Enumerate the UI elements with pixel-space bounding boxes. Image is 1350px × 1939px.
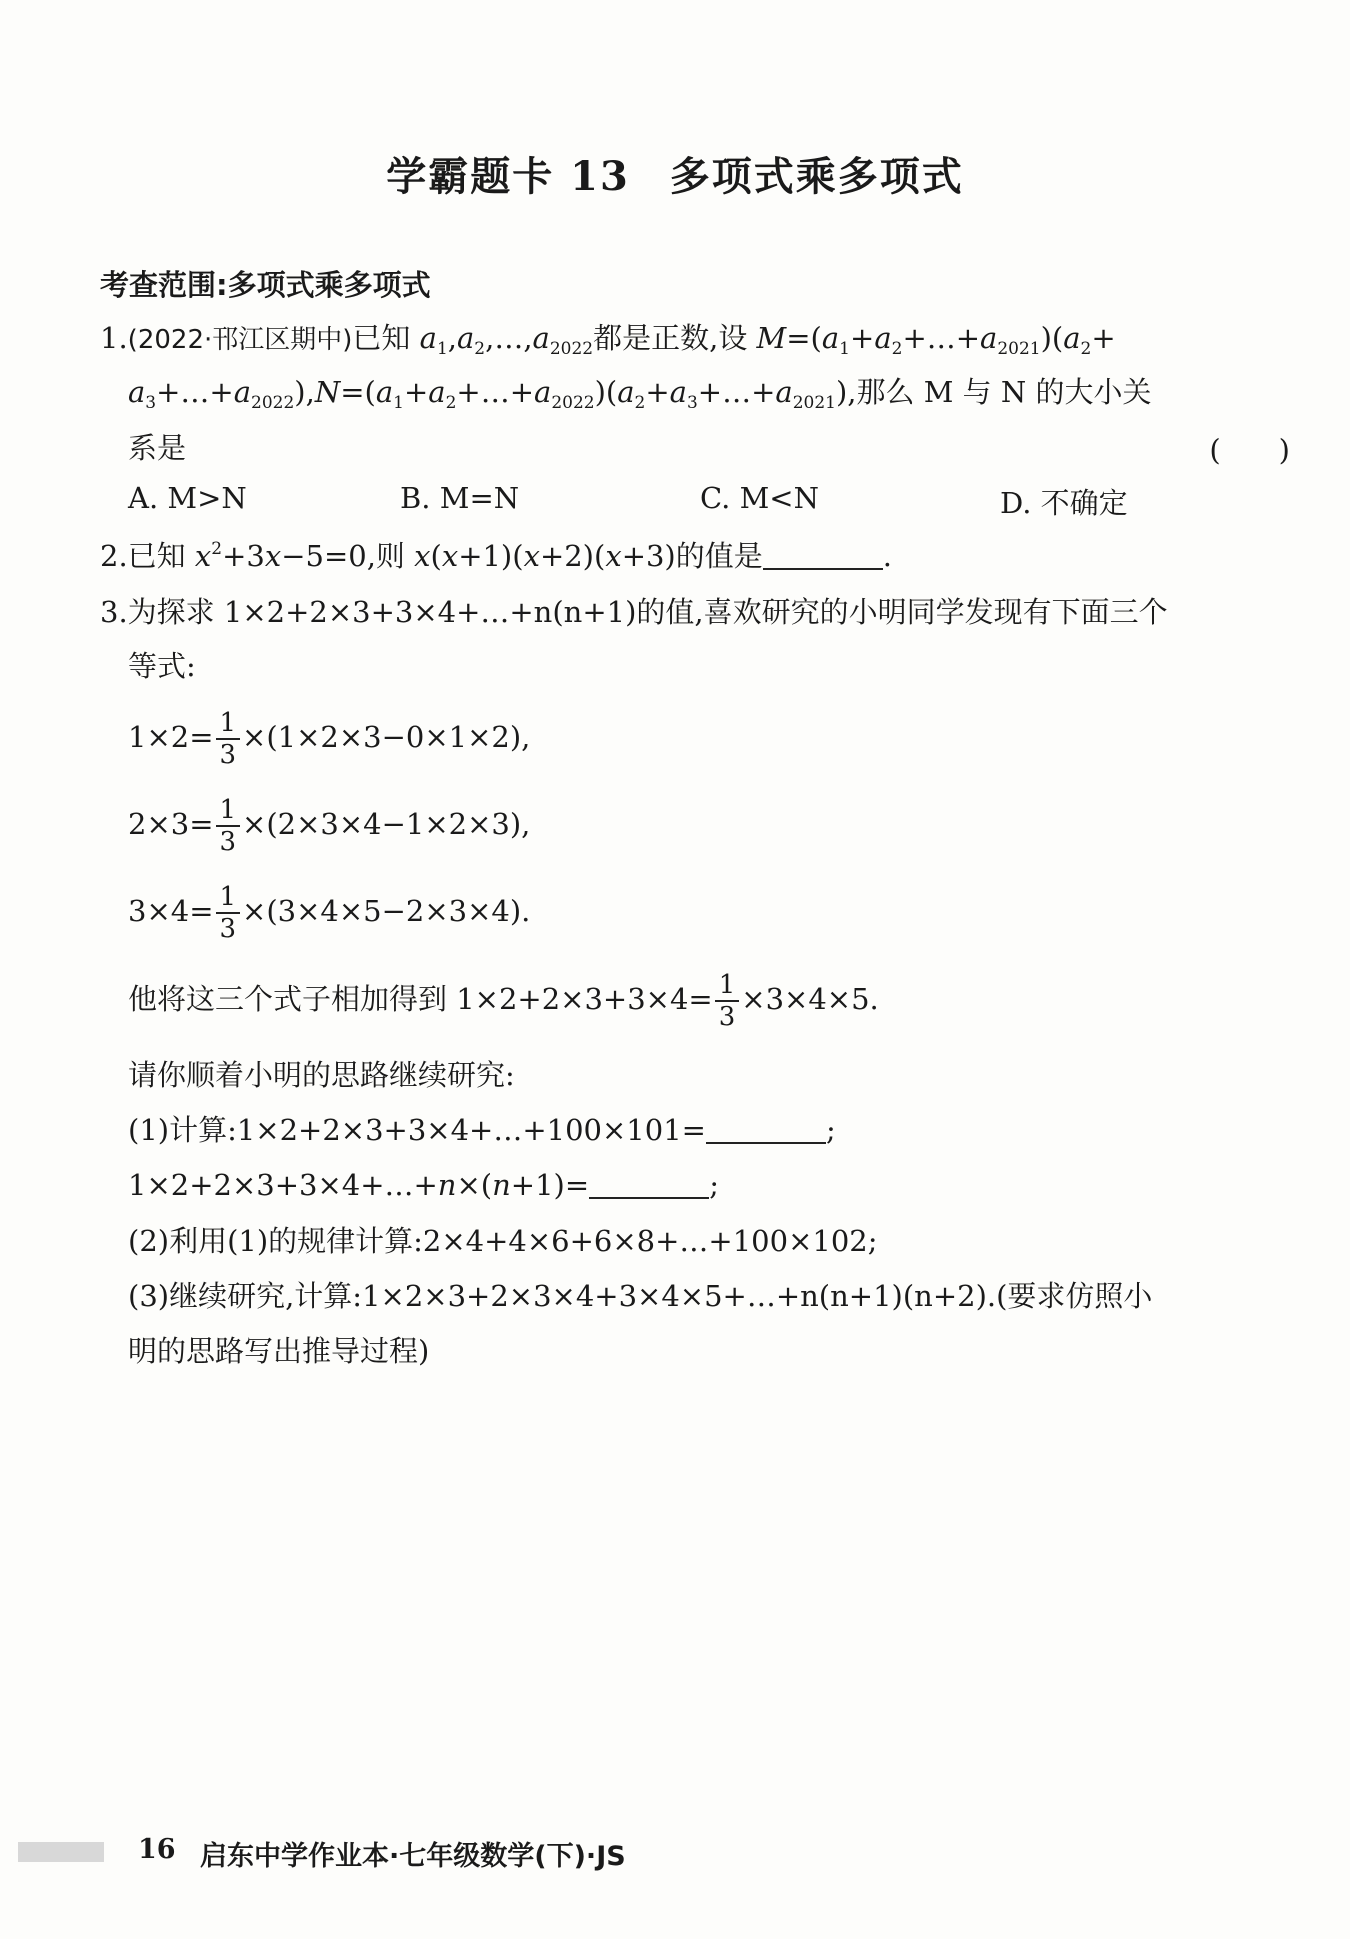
q2-answer-blank[interactable] [763,540,883,570]
fraction-one-third [216,795,241,857]
page-number: 16 [138,1834,176,1865]
p1b-answer-blank[interactable] [589,1169,709,1199]
q3-sum-line [128,970,879,1032]
frac-num: 1 [216,708,241,740]
sum-left: 他将这三个式子相加得到 1×2+2×3+3×4= [128,982,713,1016]
page-title [0,145,1350,202]
title-topic: 多项式乘多项式 [669,153,964,200]
q1-line-2: $a_3+\dots+a_{2022}),N=(a_1+a_2+\dots+a_{2022})(a_2+a_3+\dots+a_{2021})$,那么 M 与 N 的大小关 [128,375,1152,413]
q2-mid: ,则 [366,539,405,573]
frac-num: 1 [216,795,241,827]
frac-den: 3 [219,827,237,857]
eq2-left: 2×3= [128,807,214,841]
q3-part-3b: 明的思路写出推导过程) [128,1334,430,1368]
q3-ask: 请你顺着小明的思路继续研究: [128,1058,515,1092]
eq1-left: 1×2= [128,720,214,754]
q2-line: 2.已知 $x^2+3x-5=0$,则 x(x+1)(x+2)(x+3)的值是 . [100,539,892,573]
book-title: 启东中学作业本·七年级数学(下)·JS [200,1841,626,1872]
q3-equation-1 [128,708,530,770]
q3-part-2: (2)利用(1)的规律计算:2×4+4×6+6×8+…+100×102; [128,1224,878,1258]
fraction-one-third [216,882,241,944]
q1-source: (2022·邗江区期中) [127,325,353,355]
q3-equation-2 [128,795,530,857]
p1a-answer-blank[interactable] [706,1114,826,1144]
q3-intro-2: 等式: [128,649,196,683]
q3-part-1b: 1×2+2×3+3×4+…+n×(n+1)= ; [128,1168,719,1202]
q1-relation: 那么 M 与 N 的大小关 [856,375,1152,409]
eq2-right: ×(2×3×4−1×2×3), [242,807,531,841]
page-footer [0,1832,1350,1872]
frac-num: 1 [715,970,740,1002]
q2-pre: 已知 [127,539,186,573]
q1-number: 1. [100,321,128,355]
p1a-text: (1)计算:1×2+2×3+3×4+…+100×101= [128,1113,706,1147]
q2-end: . [882,539,892,573]
footer-decor-bar [18,1842,104,1862]
q1-text-a: 已知 [352,321,411,355]
q1-option-a[interactable]: A. M>N [128,481,247,515]
p1b-pre: 1×2+2×3+3×4+…+ [128,1168,438,1202]
q1-option-c[interactable]: C. M<N [700,481,819,515]
q2-post: 的值是 [675,539,763,573]
eq1-right: ×(1×2×3−0×1×2), [242,720,531,754]
frac-den: 3 [718,1002,736,1032]
q1-answer-bracket[interactable]: ( ) [1209,433,1290,467]
sum-right: ×3×4×5. [741,982,879,1016]
q2-number: 2. [100,539,128,573]
frac-den: 3 [219,740,237,770]
q1-line-1: 1.(2022·邗江区期中)已知 $a_1,a_2,\dots,a_{2022}$都是正数,设 $M=(a_1+a_2+\dots+a_{2021})(a_2+$ [100,321,1116,359]
q3-part-1a: (1)计算:1×2+2×3+3×4+…+100×101= ; [128,1113,836,1147]
q1-text-b: 都是正数,设 [593,321,748,355]
q1-option-b[interactable]: B. M=N [400,481,520,515]
q3-number: 3. [100,595,128,629]
frac-num: 1 [216,882,241,914]
fraction-one-third [216,708,241,770]
q1-line-3: 系是 [128,431,187,465]
eq3-left: 3×4= [128,894,214,928]
q3-intro-1 [100,592,1168,632]
eq3-right: ×(3×4×5−2×3×4). [242,894,531,928]
scope-label: 考查范围:多项式乘多项式 [100,268,431,302]
q3-part-3a: (3)继续研究,计算:1×2×3+2×3×4+3×4×5+…+n(n+1)(n+2).(要求仿照小 [128,1279,1153,1313]
fraction-one-third [715,970,740,1032]
q3-equation-3 [128,882,530,944]
q3-intro-text: 为探求 1×2+2×3+3×4+…+n(n+1)的值,喜欢研究的小明同学发现有下面三个 [127,595,1168,629]
frac-den: 3 [219,914,237,944]
title-card: 学霸题卡 13 [386,153,630,200]
q1-option-d[interactable]: D. 不确定 [1000,486,1128,520]
p1b-post: = [564,1168,590,1202]
